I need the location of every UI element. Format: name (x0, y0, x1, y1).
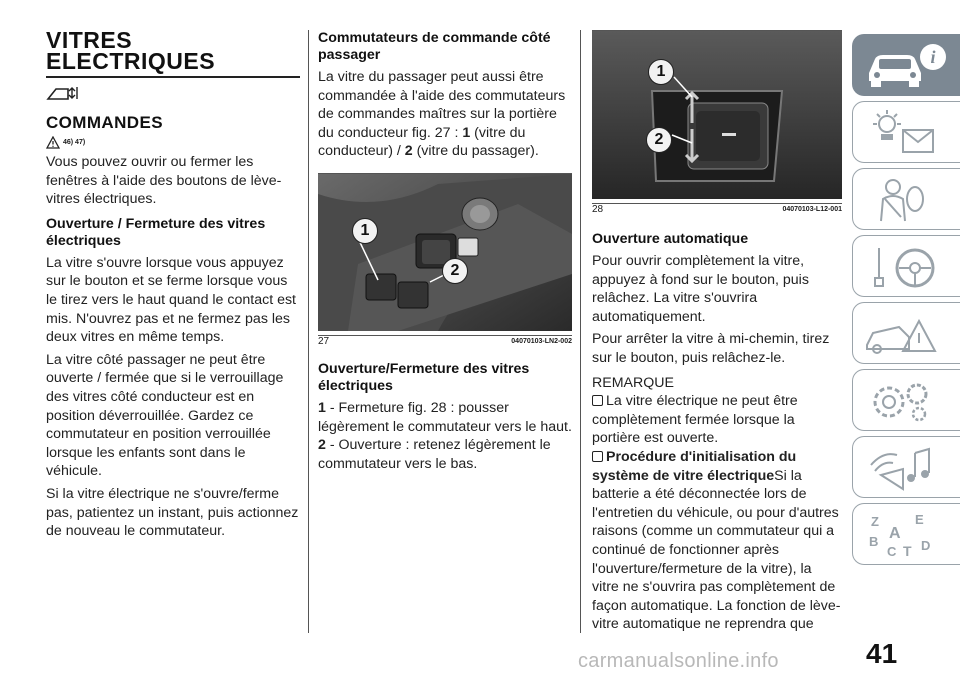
paragraph: Vous pouvez ouvrir ou fermer les fenêtres à l'aide des boutons de lève-vitres électriques. (46, 154, 282, 208)
text-run: Si la batterie a été déconnectée lors de l'entretien du véhicule, ou pour d'autres raisons (comme un commutateur qui a continué de fonctionner après l'ouverture/fermeture de la vitre), la vitre ne s'ouvrira pas complètement de façon automatique. La fonction de lève-vitre automatique ne reprendra que (592, 467, 841, 633)
page-number: 41 (866, 638, 898, 669)
tab-safety[interactable] (852, 168, 960, 230)
text-run: - Ouverture : retenez légèrement le commutateur vers le bas. (318, 437, 551, 472)
paragraph: La vitre s'ouvre lorsque vous appuyez sur le bouton et se ferme lorsque vous le tirez vers le haut quand le contact est mis. N'ouvrez pas et ne fermez pas les deux vitres en même temps. (46, 254, 296, 346)
section-title (46, 27, 300, 74)
paragraph (318, 68, 572, 161)
figure-28 (592, 31, 842, 199)
window-symbol-icon (46, 84, 300, 107)
starting-driving-icon (863, 244, 953, 290)
note-checkbox-icon (592, 395, 603, 406)
index-letter: C (887, 544, 897, 558)
watermark: carmanualsonline.info (578, 650, 779, 672)
figure-27 (318, 174, 572, 331)
text-run: Procédure d'initialisation du système de vitre électrique (592, 448, 797, 484)
index-letter: T (903, 543, 912, 558)
note-checkbox-icon (592, 451, 603, 462)
text-run: 2 (404, 143, 413, 160)
text-run: 1 (462, 124, 471, 141)
index-letter: Z (871, 514, 879, 529)
chapter-tabs (852, 34, 960, 570)
paragraph: La vitre côté passager ne peut être ouverte / fermée que si le verrouillage des vitres côté conducteur est en position déverrouillée. Gardez ce commutateur en position verrouillée lorsque les enfants sont dans le véhicule. (46, 351, 284, 480)
callout-2: 2 (442, 258, 468, 284)
note (592, 448, 842, 634)
svg-text:i: i (930, 47, 936, 67)
maintenance-icon (863, 378, 953, 424)
remark-label: REMARQUE (592, 374, 674, 391)
tab-maintenance[interactable] (852, 369, 960, 431)
text-run: (vitre du conducteur) / (318, 124, 526, 160)
subsection-title: COMMANDES (46, 113, 163, 132)
figure-code: 04070103-L12-001 (782, 206, 842, 213)
column-3 (592, 30, 842, 634)
heading: Ouverture / Fermeture des vitres électriques (46, 215, 266, 249)
tab-emergency[interactable] (852, 302, 960, 364)
warning-lights-icon (863, 110, 953, 156)
text-run: - Fermeture fig. 28 : pousser légèrement le commutateur vers le haut. (318, 399, 572, 435)
callout-2: 2 (646, 127, 672, 153)
car-info-icon (863, 43, 953, 89)
index-letter: A (889, 525, 901, 542)
index-icon (863, 512, 953, 558)
note (592, 392, 842, 448)
column-2 (318, 30, 572, 473)
refs-text: 46) 47) (63, 139, 86, 146)
paragraph: Pour ouvrir complètement la vitre, appuyez à fond sur le bouton, puis relâchez. La vitre s'ouvrira automatiquement. (592, 253, 809, 325)
warning-refs (46, 136, 300, 149)
callout-1: 1 (352, 218, 378, 244)
text-run: La vitre du passager peut aussi être commandée à l'aide des commutateurs de commandes maîtres sur la portière du conducteur fig. 27 : (318, 69, 566, 141)
section-title-line2: ELECTRIQUES (46, 48, 216, 74)
emergency-icon (863, 311, 953, 357)
tab-starting-driving[interactable] (852, 235, 960, 297)
index-letter: D (921, 538, 931, 553)
heading: Commutateurs de commande côté passager (318, 30, 551, 63)
figure-code: 04070103-LN2-002 (511, 337, 572, 345)
text-run: 2 (318, 437, 326, 454)
tab-warning-lights[interactable] (852, 101, 960, 163)
heading: Ouverture automatique (592, 231, 749, 247)
figure-number: 27 (318, 335, 330, 347)
text-run: (vitre du passager). (412, 143, 539, 160)
tab-multimedia[interactable] (852, 436, 960, 498)
tab-car-info[interactable] (852, 34, 960, 96)
text-run: 1 (318, 399, 326, 416)
column-divider (308, 30, 309, 633)
text-run: La vitre électrique ne peut être complètement fermée lorsque la portière est ouverte. (592, 393, 798, 447)
window-button-photo (592, 31, 842, 199)
figure-caption (592, 203, 842, 215)
tab-index[interactable] (852, 503, 960, 565)
paragraph: Si la vitre électrique ne s'ouvre/ferme pas, patientez un instant, puis actionnez de nouveau le commutateur. (46, 485, 299, 540)
multimedia-icon (863, 445, 953, 491)
column-1 (46, 27, 300, 541)
paragraph (318, 399, 572, 473)
figure-number: 28 (592, 204, 604, 215)
title-rule (46, 76, 300, 78)
index-letter: B (869, 534, 879, 549)
figure-caption (318, 335, 572, 347)
callout-1: 1 (648, 59, 674, 85)
door-switch-photo (318, 174, 572, 331)
section-title-line1: VITRES (46, 27, 133, 53)
caution-triangle-icon (46, 136, 60, 149)
heading: Ouverture/Fermeture des vitres électriques (318, 360, 530, 394)
column-divider (580, 30, 581, 633)
safety-airbag-icon (863, 177, 953, 223)
index-letter: E (915, 512, 924, 527)
paragraph: Pour arrêter la vitre à mi-chemin, tirez sur le bouton, puis relâchez-le. (592, 331, 830, 366)
